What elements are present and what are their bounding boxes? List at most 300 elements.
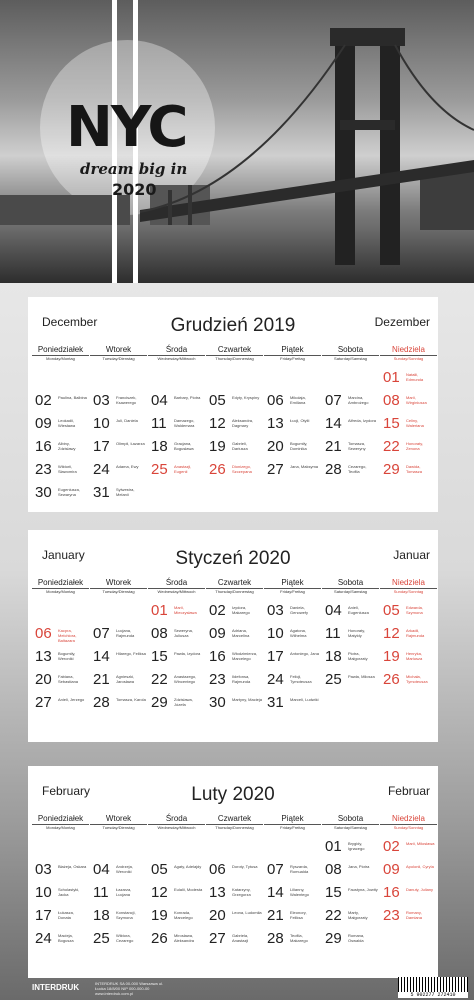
day-cell xyxy=(90,930,147,952)
name-day: Agaty, Adelajdy xyxy=(174,864,202,869)
publisher-logo: INTERDRUK xyxy=(32,983,80,992)
name-day: Adama, Ewy xyxy=(116,464,139,469)
weekday-translation: Tuesday/Dienstag xyxy=(102,356,135,361)
name-day: Danuty, Juliany xyxy=(406,887,434,892)
name-day: Hilarego, Feliksa xyxy=(116,651,146,656)
weekday-translation: Wednesday/Mittwoch xyxy=(157,825,196,830)
weekday-name: Sobota xyxy=(322,578,379,589)
day-number: 01 xyxy=(325,838,342,855)
name-day: Henryka, Mariusza xyxy=(406,651,423,661)
day-number: 24 xyxy=(267,671,284,688)
name-day: Leokadii, Wiesława xyxy=(58,418,76,428)
day-cell xyxy=(264,907,321,929)
day-number: 22 xyxy=(151,671,168,688)
weekday-name: Wtorek xyxy=(90,814,147,825)
day-number: 01 xyxy=(151,602,168,619)
day-number: 27 xyxy=(35,694,52,711)
name-day: Katarzyny, Grzegorza xyxy=(232,887,251,897)
month-title: Styczeń 2020 xyxy=(175,548,291,569)
day-cell xyxy=(206,415,263,437)
name-day: Anastazego, Wincentego xyxy=(174,674,197,684)
weekday-translation: Wednesday/Mittwoch xyxy=(157,356,196,361)
name-day: Marii, Miłosława xyxy=(406,841,435,846)
day-number: 19 xyxy=(209,438,226,455)
day-number: 10 xyxy=(267,625,284,642)
day-number: 13 xyxy=(267,415,284,432)
day-cell xyxy=(380,861,437,883)
day-cell xyxy=(90,694,147,716)
day-cell xyxy=(90,461,147,483)
name-day: Juli, Daniela xyxy=(116,418,138,423)
weekday-translation: Tuesday/Dienstag xyxy=(102,825,135,830)
name-day: Konrada, Marcelego xyxy=(174,910,193,920)
name-day: Cezarego, Teofila xyxy=(348,464,367,474)
name-day: Antoniego, Jana xyxy=(290,651,319,656)
day-cell xyxy=(32,415,89,437)
name-day: Jana, Piotra xyxy=(348,864,370,869)
day-number: 03 xyxy=(35,861,52,878)
name-day: Błażeja, Oskara xyxy=(58,864,87,869)
weekday-translation: Thursday/Donnerstag xyxy=(215,356,254,361)
weekday-4 xyxy=(264,345,321,361)
name-day: Tomasza, Karola xyxy=(116,697,146,702)
day-cell xyxy=(264,415,321,437)
day-number: 15 xyxy=(383,415,400,432)
day-number: 18 xyxy=(151,438,168,455)
name-day: Wiktorii, Sławomira xyxy=(58,464,77,474)
month-title: Grudzień 2019 xyxy=(170,315,296,336)
day-number: 07 xyxy=(93,625,110,642)
day-cell xyxy=(380,438,437,460)
day-number: 14 xyxy=(267,884,284,901)
day-cell xyxy=(90,484,147,506)
day-number: 27 xyxy=(209,930,226,947)
name-day: Dawida, Tomasza xyxy=(406,464,423,474)
weekday-name: Środa xyxy=(148,345,205,356)
day-number: 28 xyxy=(267,930,284,947)
day-cell xyxy=(380,625,437,647)
day-cell xyxy=(380,671,437,693)
name-day: Ildefonsa, Rajmunda xyxy=(232,674,251,684)
day-cell xyxy=(322,907,379,929)
month-february-2020 xyxy=(28,766,438,978)
name-day: Konstancji, Szymona xyxy=(116,910,136,920)
day-number: 20 xyxy=(35,671,52,688)
day-number: 05 xyxy=(383,602,400,619)
day-cell xyxy=(148,392,205,414)
weekday-5 xyxy=(322,345,379,361)
day-number: 05 xyxy=(151,861,168,878)
day-number: 11 xyxy=(151,415,167,432)
day-number: 10 xyxy=(35,884,52,901)
day-cell xyxy=(90,671,147,693)
weekday-6 xyxy=(380,814,437,830)
weekday-0 xyxy=(32,345,89,361)
weekday-5 xyxy=(322,578,379,594)
day-number: 26 xyxy=(151,930,168,947)
day-cell xyxy=(32,648,89,670)
day-cell xyxy=(32,438,89,460)
day-cell xyxy=(264,602,321,624)
day-cell xyxy=(264,438,321,460)
day-number: 03 xyxy=(267,602,284,619)
day-cell xyxy=(380,461,437,483)
day-cell xyxy=(380,369,437,391)
day-number: 18 xyxy=(93,907,110,924)
day-cell xyxy=(264,625,321,647)
name-day: Gabriela, Anastazji xyxy=(232,933,249,943)
name-day: Gracjana, Bogusława xyxy=(174,441,194,451)
name-day: Kacpra, Melchiora, Baltazara xyxy=(58,628,77,643)
day-cell xyxy=(264,694,321,716)
day-number: 16 xyxy=(35,438,52,455)
day-cell xyxy=(206,461,263,483)
month-name-english: January xyxy=(42,548,85,562)
day-cell xyxy=(264,648,321,670)
name-day: Łucji, Otylii xyxy=(290,418,310,423)
day-cell xyxy=(206,884,263,906)
day-number: 09 xyxy=(35,415,52,432)
day-number: 06 xyxy=(35,625,52,642)
day-cell xyxy=(148,694,205,716)
weekday-name: Niedziela xyxy=(380,345,437,356)
name-day: Lilianny, Walentego xyxy=(290,887,309,897)
day-number: 21 xyxy=(267,907,284,924)
day-number: 23 xyxy=(383,907,400,924)
day-number: 08 xyxy=(383,392,400,409)
day-number: 12 xyxy=(151,884,168,901)
weekday-translation: Sunday/Sonntag xyxy=(393,589,424,594)
name-day: Faustyna, Jowity xyxy=(348,887,378,892)
month-name-german: Januar xyxy=(393,548,430,562)
day-cell xyxy=(32,671,89,693)
weekday-header xyxy=(32,814,436,834)
name-day: Zdzisława, Józefa xyxy=(174,697,193,707)
day-number: 25 xyxy=(93,930,110,947)
name-day: Wiktora, Cezarego xyxy=(116,933,134,943)
day-number: 09 xyxy=(209,625,226,642)
day-cell xyxy=(90,884,147,906)
day-number: 01 xyxy=(383,369,400,386)
name-day: Apolonii, Cyryla xyxy=(406,864,434,869)
day-number: 24 xyxy=(93,461,110,478)
day-cell xyxy=(322,625,379,647)
weekday-3 xyxy=(206,578,263,594)
weekday-name: Poniedziałek xyxy=(32,578,89,589)
weekday-translation: Friday/Freitag xyxy=(280,356,305,361)
day-cell xyxy=(380,838,437,860)
weekday-0 xyxy=(32,814,89,830)
barcode-number: 5 902277 272410 xyxy=(398,992,468,998)
day-number: 12 xyxy=(383,625,400,642)
day-number: 02 xyxy=(35,392,52,409)
day-cell xyxy=(322,861,379,883)
name-day: Pawła, Izydora xyxy=(174,651,201,656)
weekday-name: Wtorek xyxy=(90,345,147,356)
day-cell xyxy=(380,648,437,670)
day-cell xyxy=(148,861,205,883)
day-number: 08 xyxy=(151,625,168,642)
weekday-translation: Tuesday/Dienstag xyxy=(102,589,135,594)
day-number: 25 xyxy=(325,671,342,688)
day-cell xyxy=(264,861,321,883)
day-number: 29 xyxy=(383,461,400,478)
day-number: 23 xyxy=(35,461,52,478)
day-cell xyxy=(148,438,205,460)
name-day: Barbary, Piotra xyxy=(174,395,201,400)
day-number: 06 xyxy=(267,392,284,409)
name-day: Sylwestra, Melanii xyxy=(116,487,135,497)
name-day: Aleksandra, Dagmary xyxy=(232,418,254,428)
name-day: Anieli, Eugeniusza xyxy=(348,605,369,615)
day-cell xyxy=(148,415,205,437)
weekday-translation: Sunday/Sonntag xyxy=(393,356,424,361)
weekday-name: Niedziela xyxy=(380,578,437,589)
day-number: 02 xyxy=(209,602,226,619)
name-day: Mikołaja, Emiliana xyxy=(290,395,306,405)
day-number: 04 xyxy=(151,392,168,409)
name-day: Honoraty, Matyldy xyxy=(348,628,366,638)
day-number: 13 xyxy=(209,884,226,901)
day-cell xyxy=(206,930,263,952)
name-day: Alfreda, Izydora xyxy=(348,418,377,423)
day-cell xyxy=(148,930,205,952)
day-cell xyxy=(322,648,379,670)
day-number: 05 xyxy=(209,392,226,409)
day-cell xyxy=(264,930,321,952)
day-cell xyxy=(264,461,321,483)
day-cell xyxy=(322,415,379,437)
name-day: Agnieszki, Jarosława xyxy=(116,674,135,684)
name-day: Marcina, Ambrożego xyxy=(348,395,369,405)
month-name-german: Februar xyxy=(387,784,430,798)
day-number: 21 xyxy=(93,671,110,688)
day-cell xyxy=(206,625,263,647)
hero-tagline: dream big in xyxy=(80,160,188,178)
day-cell xyxy=(322,838,379,860)
day-number: 22 xyxy=(325,907,342,924)
day-number: 20 xyxy=(267,438,284,455)
day-cell xyxy=(322,884,379,906)
weekday-name: Piątek xyxy=(264,345,321,356)
day-cell xyxy=(322,930,379,952)
day-cell xyxy=(206,602,263,624)
name-day: Bogumiły, Dominika xyxy=(290,441,308,451)
name-day: Łazarza, Lucjana xyxy=(116,887,132,897)
name-day: Anastazji, Eugenii xyxy=(174,464,192,474)
day-cell xyxy=(32,392,89,414)
day-cell xyxy=(206,861,263,883)
weekday-4 xyxy=(264,578,321,594)
day-number: 15 xyxy=(151,648,168,665)
name-day: Scholastyki, Jacka xyxy=(58,887,80,897)
name-day: Martyny, Macieja xyxy=(232,697,262,702)
day-number: 10 xyxy=(93,415,110,432)
day-number: 30 xyxy=(35,484,52,501)
weekday-translation: Sunday/Sonntag xyxy=(393,825,424,830)
day-cell xyxy=(32,484,89,506)
day-cell xyxy=(380,602,437,624)
day-cell xyxy=(148,884,205,906)
day-cell xyxy=(32,461,89,483)
name-day: Piotra, Małgorzaty xyxy=(348,651,368,661)
weekday-translation: Thursday/Donnerstag xyxy=(215,589,254,594)
weekday-translation: Friday/Freitag xyxy=(280,825,305,830)
day-cell xyxy=(380,392,437,414)
weekday-translation: Friday/Freitag xyxy=(280,589,305,594)
day-number: 11 xyxy=(325,625,341,642)
name-day: Damazego, Waldemara xyxy=(174,418,195,428)
name-day: Izydora, Makarego xyxy=(232,605,250,615)
name-day: Seweryna, Juliusza xyxy=(174,628,193,638)
day-number: 17 xyxy=(35,907,52,924)
day-number: 17 xyxy=(93,438,110,455)
name-day: Eleonory, Feliksa xyxy=(290,910,307,920)
day-cell xyxy=(206,648,263,670)
hero-year: 2020 xyxy=(112,180,157,199)
day-cell xyxy=(322,602,379,624)
weekday-name: Niedziela xyxy=(380,814,437,825)
weekday-name: Środa xyxy=(148,814,205,825)
day-cell xyxy=(148,625,205,647)
day-cell xyxy=(206,392,263,414)
day-number: 04 xyxy=(93,861,110,878)
name-day: Gabrieli, Dariusza xyxy=(232,441,248,451)
name-day: Doroty, Tytusa xyxy=(232,864,258,869)
day-number: 27 xyxy=(267,461,284,478)
weekday-name: Czwartek xyxy=(206,814,263,825)
name-day: Romany, Damiana xyxy=(406,910,423,920)
name-day: Teofila, Makarego xyxy=(290,933,308,943)
name-day: Arkadii, Rajmunda xyxy=(406,628,425,638)
name-day: Paulina, Balbina xyxy=(58,395,87,400)
weekday-name: Czwartek xyxy=(206,345,263,356)
name-day: Anieli, Jerzego xyxy=(58,697,85,702)
day-cell xyxy=(32,694,89,716)
day-number: 24 xyxy=(35,930,52,947)
name-day: Ryszarda, Romualda xyxy=(290,864,309,874)
day-number: 11 xyxy=(93,884,109,901)
day-cell xyxy=(90,861,147,883)
weekday-1 xyxy=(90,578,147,594)
hero-photo xyxy=(0,0,474,283)
day-number: 26 xyxy=(383,671,400,688)
name-day: Edwarda, Szymona xyxy=(406,605,423,615)
day-cell xyxy=(32,625,89,647)
day-cell xyxy=(322,671,379,693)
weekday-1 xyxy=(90,345,147,361)
name-day: Olimpii, Łazarza xyxy=(116,441,145,446)
weekday-translation: Monday/Montag xyxy=(46,356,75,361)
weekday-translation: Saturday/Samstag xyxy=(334,356,367,361)
name-day: Pawła, Miłosza xyxy=(348,674,375,679)
name-day: Lucjana, Rajmunda xyxy=(116,628,135,638)
month-title: Luty 2020 xyxy=(191,784,275,805)
day-number: 30 xyxy=(209,694,226,711)
day-cell xyxy=(90,625,147,647)
name-day: Leona, Ludomiła xyxy=(232,910,262,915)
weekday-1 xyxy=(90,814,147,830)
weekday-name: Środa xyxy=(148,578,205,589)
day-cell xyxy=(148,648,205,670)
month-name-german: Dezember xyxy=(374,315,430,329)
day-number: 16 xyxy=(209,648,226,665)
day-number: 29 xyxy=(325,930,342,947)
day-number: 03 xyxy=(93,392,110,409)
day-cell xyxy=(148,602,205,624)
day-number: 20 xyxy=(209,907,226,924)
day-number: 09 xyxy=(383,861,400,878)
name-day: Eugeniusza, Sewaryna xyxy=(58,487,81,497)
weekday-3 xyxy=(206,814,263,830)
hero-title: NYC xyxy=(66,95,187,160)
day-number: 21 xyxy=(325,438,342,455)
day-cell xyxy=(206,907,263,929)
name-day: Marceli, Ludwiki xyxy=(290,697,319,702)
month-name-english: February xyxy=(42,784,91,798)
day-number: 17 xyxy=(267,648,284,665)
name-day: Andrzeja, Weroniki xyxy=(116,864,133,874)
day-cell xyxy=(90,392,147,414)
day-cell xyxy=(148,907,205,929)
weekday-2 xyxy=(148,578,205,594)
weekday-3 xyxy=(206,345,263,361)
name-day: Honoraty, Zenona xyxy=(406,441,424,451)
day-number: 02 xyxy=(383,838,400,855)
day-number: 08 xyxy=(325,861,342,878)
weekday-4 xyxy=(264,814,321,830)
name-day: Tomasza, Seweryny xyxy=(348,441,366,451)
day-number: 13 xyxy=(35,648,52,665)
weekday-translation: Monday/Montag xyxy=(46,589,75,594)
day-number: 14 xyxy=(325,415,342,432)
name-day: Dionizego, Szczepana xyxy=(232,464,252,474)
day-cell xyxy=(32,930,89,952)
weekday-translation: Saturday/Samstag xyxy=(334,589,367,594)
day-cell xyxy=(32,861,89,883)
name-day: Jana, Maksyma xyxy=(290,464,319,469)
day-cell xyxy=(322,461,379,483)
day-number: 12 xyxy=(209,415,226,432)
day-number: 31 xyxy=(267,694,284,711)
name-day: Fabiana, Sebastiana xyxy=(58,674,79,684)
day-cell xyxy=(90,907,147,929)
weekday-name: Sobota xyxy=(322,814,379,825)
day-cell xyxy=(322,392,379,414)
day-cell xyxy=(32,907,89,929)
day-cell xyxy=(90,438,147,460)
day-number: 19 xyxy=(151,907,168,924)
weekday-5 xyxy=(322,814,379,830)
name-day: Eulalii, Modesta xyxy=(174,887,203,892)
name-day: Michała, Tymoteusza xyxy=(406,674,428,684)
month-name-english: December xyxy=(42,315,98,329)
day-number: 07 xyxy=(267,861,284,878)
day-number: 18 xyxy=(325,648,342,665)
weekday-name: Sobota xyxy=(322,345,379,356)
day-cell xyxy=(206,438,263,460)
day-number: 14 xyxy=(93,648,110,665)
name-day: Natalii, Edmunda xyxy=(406,372,424,382)
name-day: Macieja, Bogusza xyxy=(58,933,74,943)
day-cell xyxy=(206,694,263,716)
weekday-2 xyxy=(148,814,205,830)
day-number: 19 xyxy=(383,648,400,665)
weekday-name: Wtorek xyxy=(90,578,147,589)
weekday-translation: Thursday/Donnerstag xyxy=(215,825,254,830)
day-number: 28 xyxy=(325,461,342,478)
day-number: 26 xyxy=(209,461,226,478)
